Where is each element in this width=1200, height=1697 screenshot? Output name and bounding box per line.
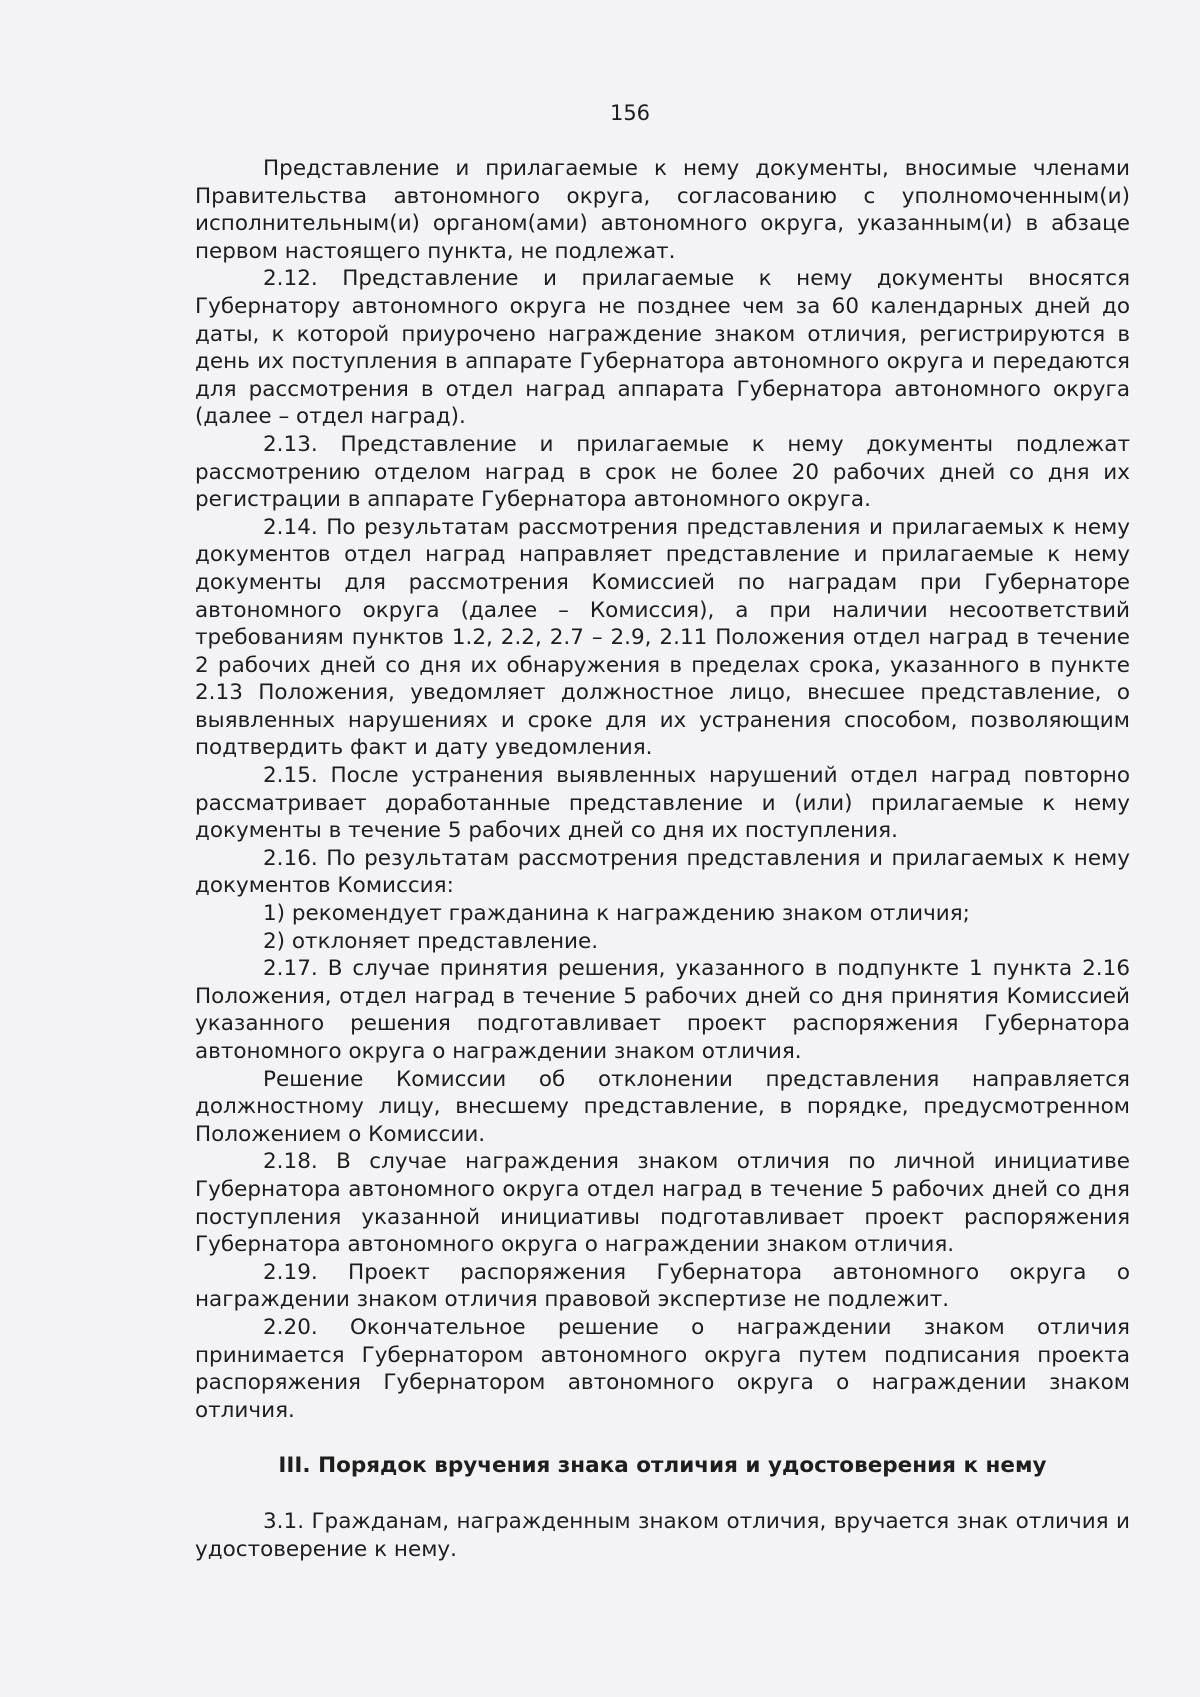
document-body [195,155,1130,1563]
paragraph: Представление и прилагаемые к нему документы, вносимые членами Правительства автономного округа, согласованию с уполномоченным(и) исполнительным(и) органом(ами) автономного округа, указанным(и) в абзаце первом настоящего пункта, не подлежат. [195,156,1130,264]
paragraph-2-17: 2.17. В случае принятия решения, указанного в подпункте 1 пункта 2.16 Положения, отдел наград в течение 5 рабочих дней со дня принятия Комиссией указанного решения подготавливает проект распоряжения Губернатора автономного округа о награждении знаком отличия. [195,956,1130,1064]
paragraph-2-14: 2.14. По результатам рассмотрения представления и прилагаемых к нему документов отдел наград направляет представление и прилагаемые к нему документы для рассмотрения Комиссией по наградам при Губернаторе автономного округа (далее – Комиссия), а при наличии несоответствий требованиям пунктов 1.2, 2.2, 2.7 – 2.9, 2.11 Положения отдел наград в течение 2 рабочих дней со дня их обнаружения в пределах срока, указанного в пункте 2.13 Положения, уведомляет должностное лицо, внесшее представление, о выявленных нарушениях и сроке для их устранения способом, позволяющим подтвердить факт и дату уведомления. [195,514,1130,761]
paragraph-2-15: 2.15. После устранения выявленных нарушений отдел наград повторно рассматривает доработанные представление и (или) прилагаемые к нему документы в течение 5 рабочих дней со дня их поступления. [195,763,1130,844]
page-number: 156 [609,101,651,125]
paragraph-2-12: 2.12. Представление и прилагаемые к нему документы вносятся Губернатору автономного округа не позднее чем за 60 календарных дней до даты, к которой приурочено награждение знаком отличия, регистрируются в день их поступления в аппарате Губернатора автономного округа и передаются для рассмотрения в отдел наград аппарата Губернатора автономного округа (далее – отдел наград). [195,266,1130,430]
paragraph-2-18: 2.18. В случае награждения знаком отличия по личной инициативе Губернатора автономного округа отдел наград в течение 5 рабочих дней со дня поступления указанной инициативы подготавливает проект распоряжения Губернатора автономного округа о награждении знаком отличия. [195,1149,1130,1258]
section-heading: III. Порядок вручения знака отличия и удостоверения к нему [278,1453,1047,1479]
paragraph-2-20: 2.20. Окончательное решение о награждении знаком отличия принимается Губернатором автономного округа путем подписания проекта распоряжения Губернатором автономного округа о награждении знаком отличия. [195,1314,1130,1423]
list-item-2: 2) отклоняет представление. [263,928,599,954]
list-item-1: 1) рекомендует гражданина к награждению знаком отличия; [263,901,970,927]
paragraph-2-16: 2.16. По результатам рассмотрения представления и прилагаемых к нему документов Комиссия: [195,845,1130,899]
paragraph-2-13: 2.13. Представление и прилагаемые к нему документы подлежат рассмотрению отделом наград в срок не более 20 рабочих дней со дня их регистрации в аппарате Губернатора автономного округа. [195,431,1130,513]
paragraph-2-19: 2.19. Проект распоряжения Губернатора автономного округа о награждении знаком отличия правовой экспертизе не подлежит. [195,1259,1130,1313]
paragraph: Решение Комиссии об отклонении представления направляется должностному лицу, внесшему представление, в порядке, предусмотренном Положением о Комиссии. [195,1066,1130,1147]
paragraph-3-1: 3.1. Гражданам, награжденным знаком отличия, вручается знак отличия и удостоверение к нему. [195,1508,1130,1562]
